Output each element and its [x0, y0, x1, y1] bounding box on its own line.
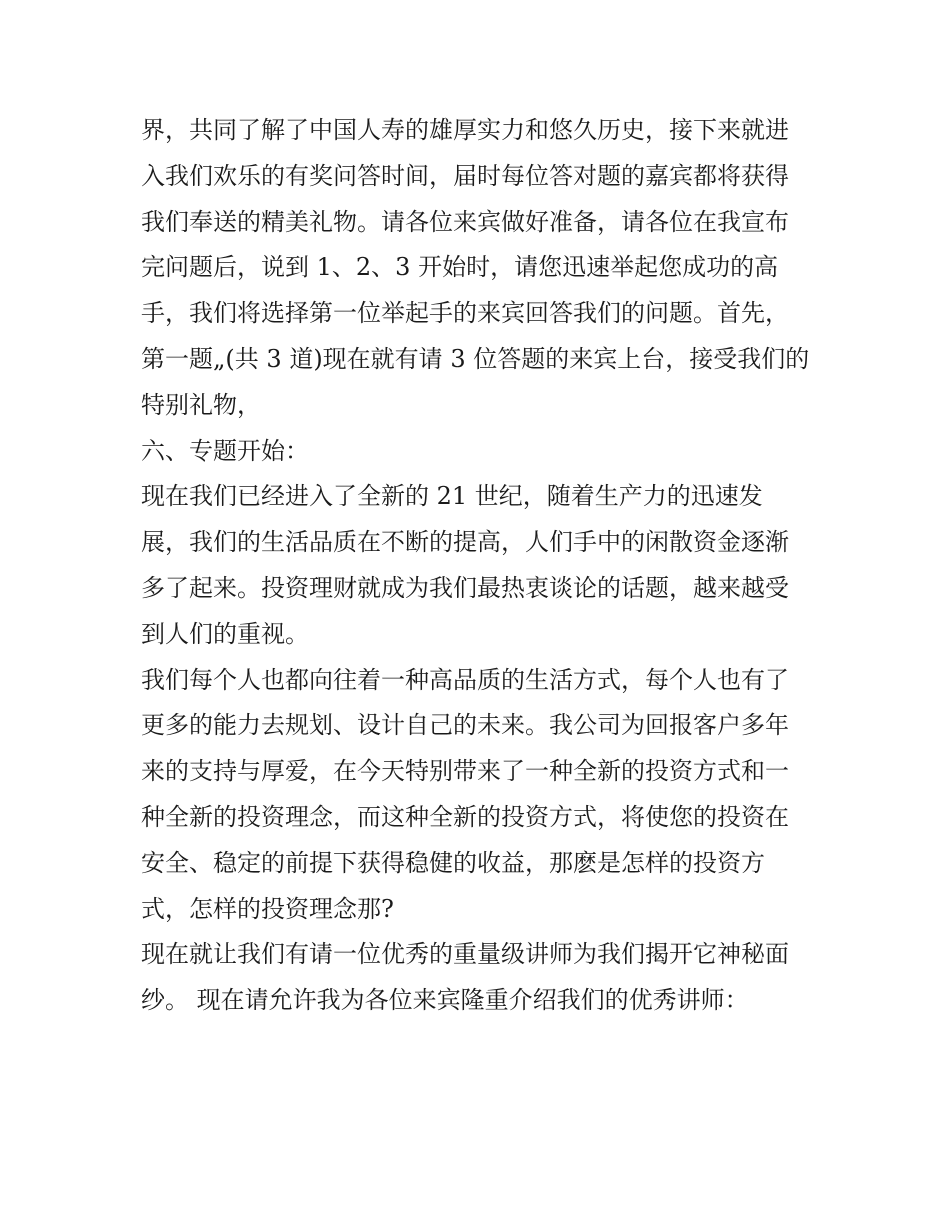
text-line: 种全新的投资理念，而这种全新的投资方式，将使您的投资在: [141, 802, 789, 831]
document-body: [141, 108, 821, 1024]
text-line: 到人们的重视。: [141, 619, 309, 648]
text-line: 来的支持与厚爱，在今天特别带来了一种全新的投资方式和一: [141, 757, 789, 786]
text-line: 入我们欢乐的有奖问答时间，届时每位答对题的嘉宾都将获得: [141, 161, 789, 190]
section-heading: 六、专题开始：: [141, 436, 309, 465]
text-line: 更多的能力去规划、设计自己的未来。我公司为回报客户多年: [141, 711, 789, 740]
text-line: 界，共同了解了中国人寿的雄厚实力和悠久历史，接下来就进: [141, 116, 789, 144]
text-line: 我们奉送的精美礼物。请各位来宾做好准备，请各位在我宣布: [141, 207, 789, 236]
text-line: 完问题后，说到 1、2、3 开始时，请您迅速举起您成功的高: [141, 253, 779, 282]
text-line: 手，我们将选择第一位举起手的来宾回答我们的问题。首先，: [141, 299, 789, 328]
text-line: 第一题„(共 3 道)现在就有请 3 位答题的来宾上台，接受我们的: [141, 344, 810, 373]
text-line: 特别礼物，: [141, 390, 261, 419]
text-line: 安全、稳定的前提下获得稳健的收益，那麽是怎样的投资方: [141, 848, 765, 877]
text-line: 多了起来。投资理财就成为我们最热衷谈论的话题，越来越受: [141, 573, 789, 602]
text-line: 我们每个人也都向往着一种高品质的生活方式，每个人也有了: [141, 665, 789, 694]
text-line: 现在就让我们有请一位优秀的重量级讲师为我们揭开它神秘面: [141, 940, 789, 969]
text-line: 式，怎样的投资理念那?: [141, 894, 394, 923]
text-line: 展，我们的生活品质在不断的提高，人们手中的闲散资金逐渐: [141, 528, 789, 557]
text-line: 纱。 现在请允许我为各位来宾隆重介绍我们的优秀讲师：: [141, 986, 749, 1015]
text-line: 现在我们已经进入了全新的 21 世纪，随着生产力的迅速发: [141, 482, 763, 511]
